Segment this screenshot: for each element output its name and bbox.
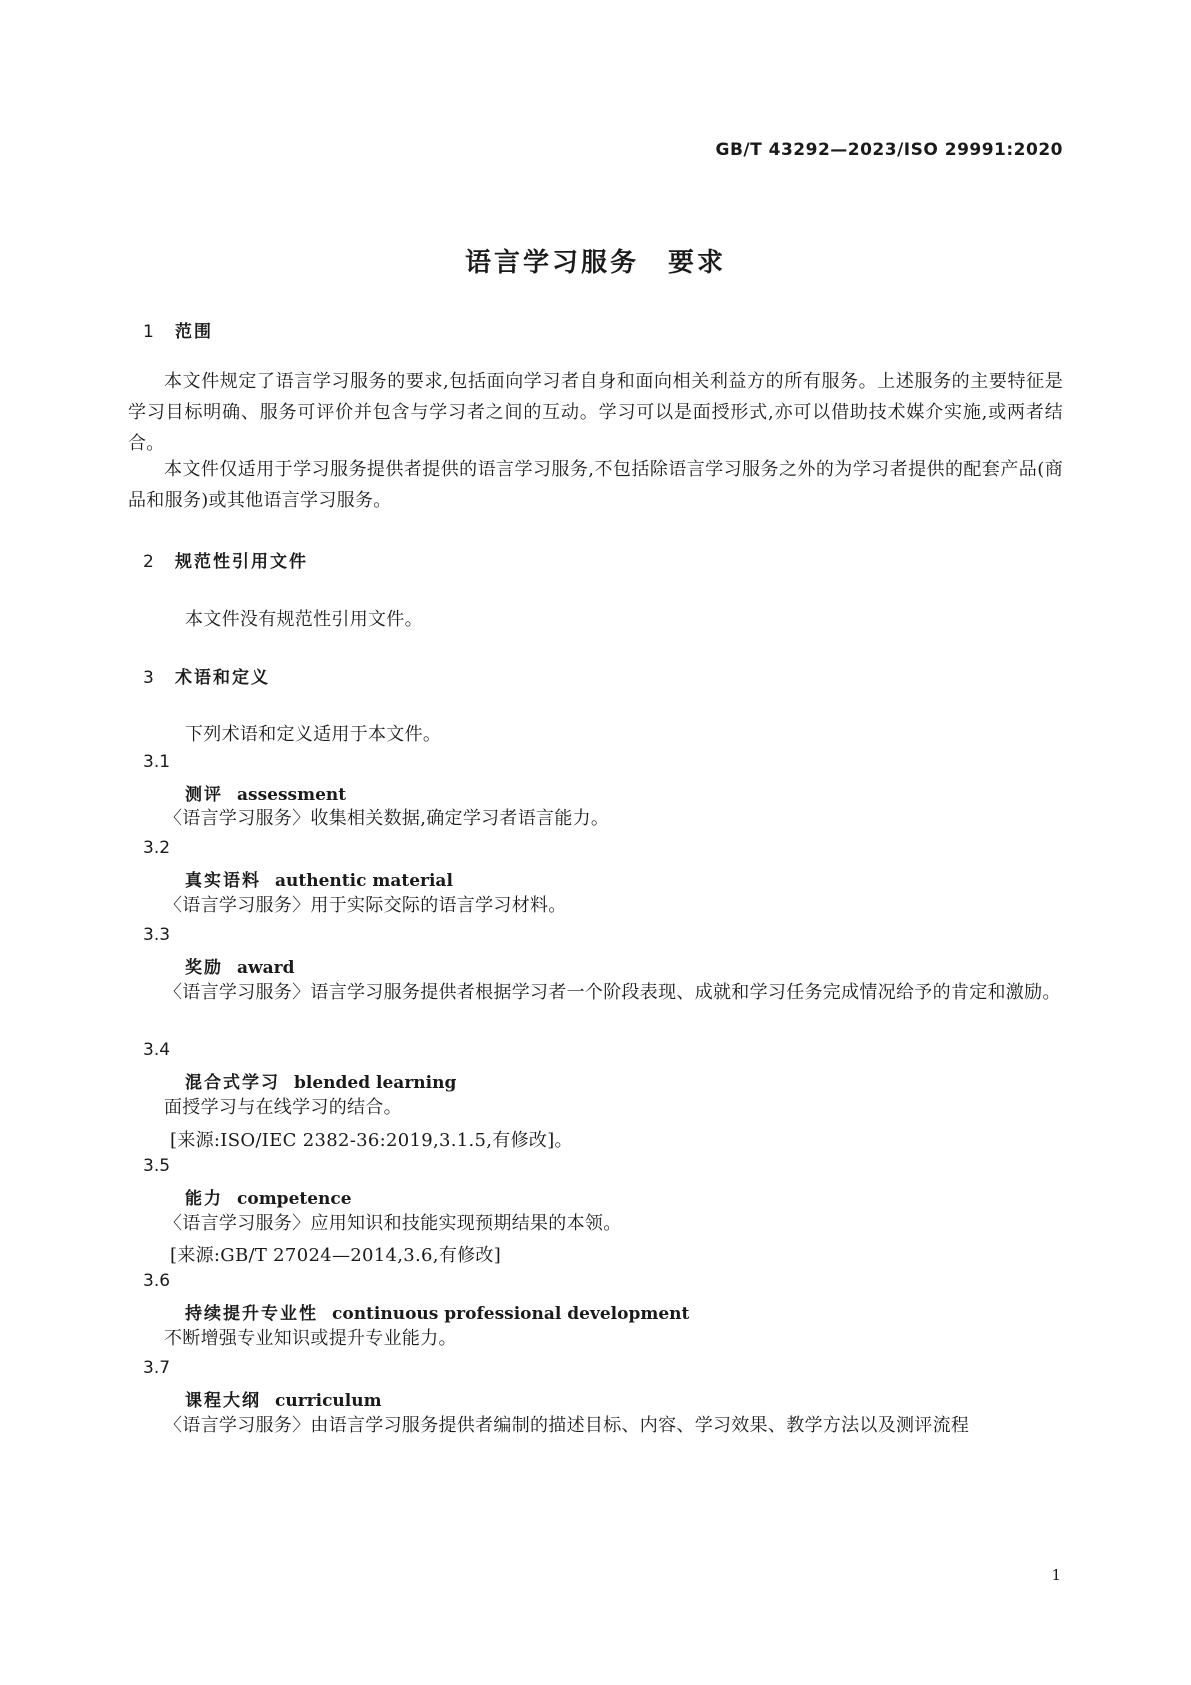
term-chinese: 真实语料	[185, 871, 261, 891]
standard-code: GB/T 43292—2023/ISO 29991:2020	[715, 140, 1063, 160]
section-title: 范围	[175, 322, 213, 342]
term-definition: 〈语言学习服务〉由语言学习服务提供者编制的描述目标、内容、学习效果、教学方法以及测评流程	[164, 1415, 970, 1436]
term-english: competence	[237, 1189, 352, 1209]
term-entry	[185, 780, 346, 805]
term-entry	[185, 1299, 689, 1324]
terms-intro: 下列术语和定义适用于本文件。	[185, 724, 442, 745]
page-number: 1	[1051, 1566, 1061, 1584]
term-english: continuous professional development	[332, 1304, 690, 1324]
term-chinese: 混合式学习	[185, 1073, 280, 1093]
document-title: 语言学习服务 要求	[464, 248, 726, 278]
term-chinese: 课程大纲	[185, 1391, 261, 1411]
term-definition: 〈语言学习服务〉用于实际交际的语言学习材料。	[164, 895, 567, 916]
term-entry	[185, 1184, 352, 1209]
term-source: [来源:GB/T 27024—2014,3.6,有修改]	[170, 1245, 502, 1266]
term-definition: 〈语言学习服务〉收集相关数据,确定学习者语言能力。	[164, 808, 610, 829]
term-number: 3.7	[143, 1358, 171, 1378]
term-entry	[185, 1386, 382, 1411]
term-definition: 〈语言学习服务〉语言学习服务提供者根据学习者一个阶段表现、成就和学习任务完成情况给予的肯定和激励。	[164, 982, 1061, 1003]
section-heading-scope	[143, 317, 213, 342]
section-number: 1	[143, 322, 154, 342]
term-number: 3.6	[143, 1271, 171, 1291]
term-chinese: 持续提升专业性	[185, 1304, 318, 1324]
normative-references-text: 本文件没有规范性引用文件。	[185, 609, 423, 630]
term-english: authentic material	[275, 871, 453, 891]
term-definition: 〈语言学习服务〉应用知识和技能实现预期结果的本领。	[164, 1213, 622, 1234]
term-entry	[185, 953, 295, 978]
term-number: 3.3	[143, 925, 171, 945]
scope-paragraph-2: 本文件仅适用于学习服务提供者提供的语言学习服务,不包括除语言学习服务之外的为学习者提供的配套产品(商品和服务)或其他语言学习服务。	[128, 459, 1063, 511]
term-number: 3.5	[143, 1156, 171, 1176]
term-chinese: 奖励	[185, 958, 223, 978]
term-source: [来源:ISO/IEC 2382-36:2019,3.1.5,有修改]。	[170, 1130, 573, 1151]
term-number: 3.1	[143, 752, 171, 772]
section-title: 术语和定义	[175, 668, 270, 688]
term-english: blended learning	[294, 1073, 457, 1093]
term-number: 3.4	[143, 1040, 171, 1060]
section-number: 3	[143, 668, 154, 688]
term-english: award	[237, 958, 295, 978]
section-heading-terms	[143, 663, 270, 688]
term-english: curriculum	[275, 1391, 382, 1411]
term-chinese: 测评	[185, 785, 223, 805]
term-entry	[185, 1068, 456, 1093]
term-english: assessment	[237, 785, 347, 805]
term-definition: 面授学习与在线学习的结合。	[164, 1097, 402, 1118]
term-entry	[185, 866, 453, 891]
section-heading-normative-references	[143, 547, 308, 572]
section-number: 2	[143, 552, 154, 572]
scope-paragraph-1: 本文件规定了语言学习服务的要求,包括面向学习者自身和面向相关利益方的所有服务。上述服务的主要特征是学习目标明确、服务可评价并包含与学习者之间的互动。学习可以是面授形式,亦可以借助技术媒介实施,或两者结合。	[128, 371, 1063, 454]
term-chinese: 能力	[185, 1189, 223, 1209]
section-title: 规范性引用文件	[175, 552, 308, 572]
term-number: 3.2	[143, 838, 171, 858]
term-definition: 不断增强专业知识或提升专业能力。	[164, 1328, 457, 1349]
